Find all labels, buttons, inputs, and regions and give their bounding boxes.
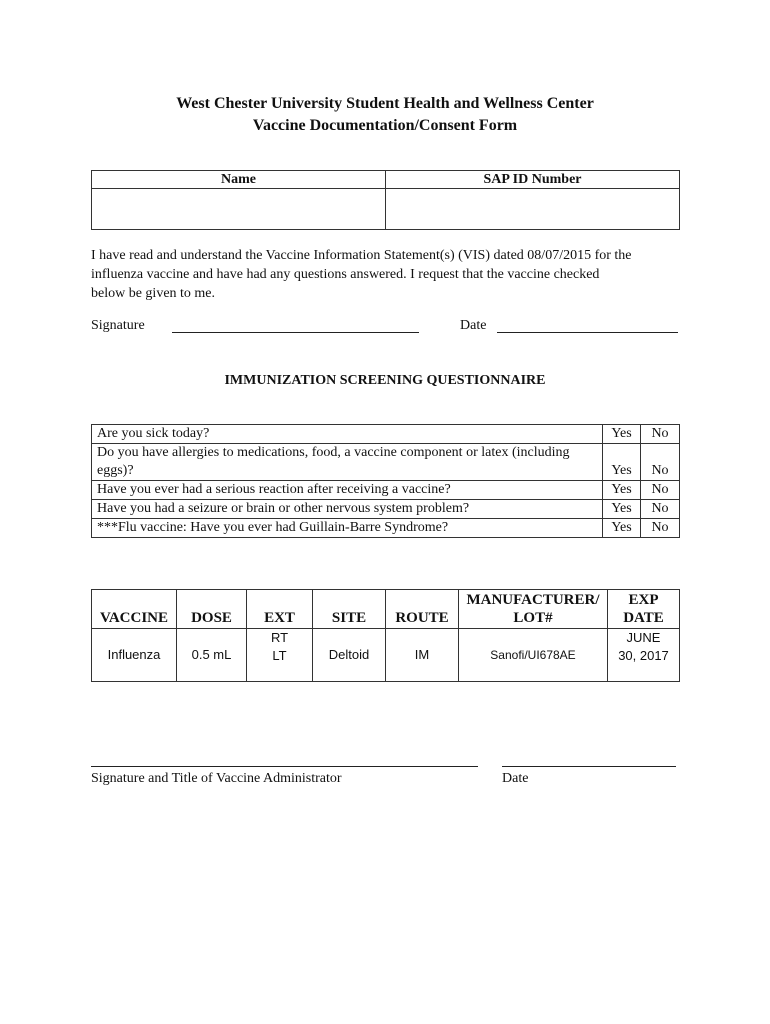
vaccine-col-header: VACCINE (92, 590, 177, 629)
ext-col-header: EXT (247, 590, 313, 629)
vaccine-cell: Influenza (92, 629, 177, 682)
form-title-line2: Vaccine Documentation/Consent Form (252, 117, 518, 134)
site-cell: Deltoid (313, 629, 386, 682)
vaccine-header-row (92, 590, 680, 629)
no-option[interactable]: No (641, 519, 680, 538)
dose-col-header: DOSE (177, 590, 247, 629)
signature-label: Signature (91, 318, 145, 333)
vaccine-table (91, 589, 680, 682)
question-row (92, 500, 680, 519)
exp-line2: 30, 2017 (618, 648, 669, 663)
question-row (92, 425, 680, 444)
manufacturer-header-line1: MANUFACTURER/ (466, 592, 600, 608)
exp-header-line1: EXP (628, 592, 659, 608)
manufacturer-cell: Sanofi/UI678AE (459, 629, 608, 682)
exp-date-cell (608, 629, 680, 682)
consent-line3: below be given to me. (91, 286, 216, 301)
question-row (92, 481, 680, 500)
sap-id-header: SAP ID Number (386, 171, 680, 189)
yes-option[interactable]: Yes (603, 500, 641, 519)
dose-cell: 0.5 mL (177, 629, 247, 682)
route-cell: IM (386, 629, 459, 682)
no-option[interactable]: No (641, 425, 680, 444)
no-option[interactable]: No (641, 500, 680, 519)
name-field[interactable] (92, 189, 386, 230)
no-option[interactable]: No (641, 481, 680, 500)
question-text: Do you have allergies to medications, food, a vaccine component or latex (including eggs)? (92, 444, 603, 481)
consent-line2: influenza vaccine and have had any questions answered. I request that the vaccine checked (91, 267, 600, 282)
site-col-header: SITE (313, 590, 386, 629)
manufacturer-col-header (459, 590, 608, 629)
question-text: ***Flu vaccine: Have you ever had Guillain-Barre Syndrome? (92, 519, 603, 538)
yes-option[interactable]: Yes (603, 519, 641, 538)
name-header: Name (92, 171, 386, 189)
screening-table (91, 424, 680, 538)
consent-line1: I have read and understand the Vaccine Information Statement(s) (VIS) dated 08/07/2015 for the (91, 248, 632, 263)
ext-lt: LT (272, 648, 287, 663)
admin-date-line[interactable] (502, 766, 676, 767)
vaccine-data-row (92, 629, 680, 682)
exp-header-line2: DATE (623, 610, 664, 626)
question-row (92, 444, 680, 481)
date-line[interactable] (497, 332, 678, 333)
ext-rt: RT (270, 630, 289, 645)
exp-date-col-header (608, 590, 680, 629)
signature-line[interactable] (172, 332, 419, 333)
ext-cell (247, 629, 313, 682)
question-text: Have you had a seizure or brain or other nervous system problem? (92, 500, 603, 519)
question-text: Have you ever had a serious reaction after receiving a vaccine? (92, 481, 603, 500)
admin-signature-line[interactable] (91, 766, 478, 767)
admin-signature-label: Signature and Title of Vaccine Administrator (91, 771, 342, 786)
yes-option[interactable]: Yes (603, 481, 641, 500)
form-title-line1: West Chester University Student Health and Wellness Center (176, 95, 594, 112)
exp-line1: JUNE (626, 630, 661, 645)
questionnaire-title: IMMUNIZATION SCREENING QUESTIONNAIRE (224, 373, 546, 388)
yes-option[interactable]: Yes (603, 444, 641, 481)
sap-id-field[interactable] (386, 189, 680, 230)
no-option[interactable]: No (641, 444, 680, 481)
manufacturer-header-line2: LOT# (513, 610, 553, 626)
admin-date-label: Date (502, 771, 529, 786)
date-label: Date (460, 318, 487, 333)
question-row (92, 519, 680, 538)
question-text: Are you sick today? (92, 425, 603, 444)
route-col-header: ROUTE (386, 590, 459, 629)
name-sap-table (91, 170, 680, 230)
yes-option[interactable]: Yes (603, 425, 641, 444)
